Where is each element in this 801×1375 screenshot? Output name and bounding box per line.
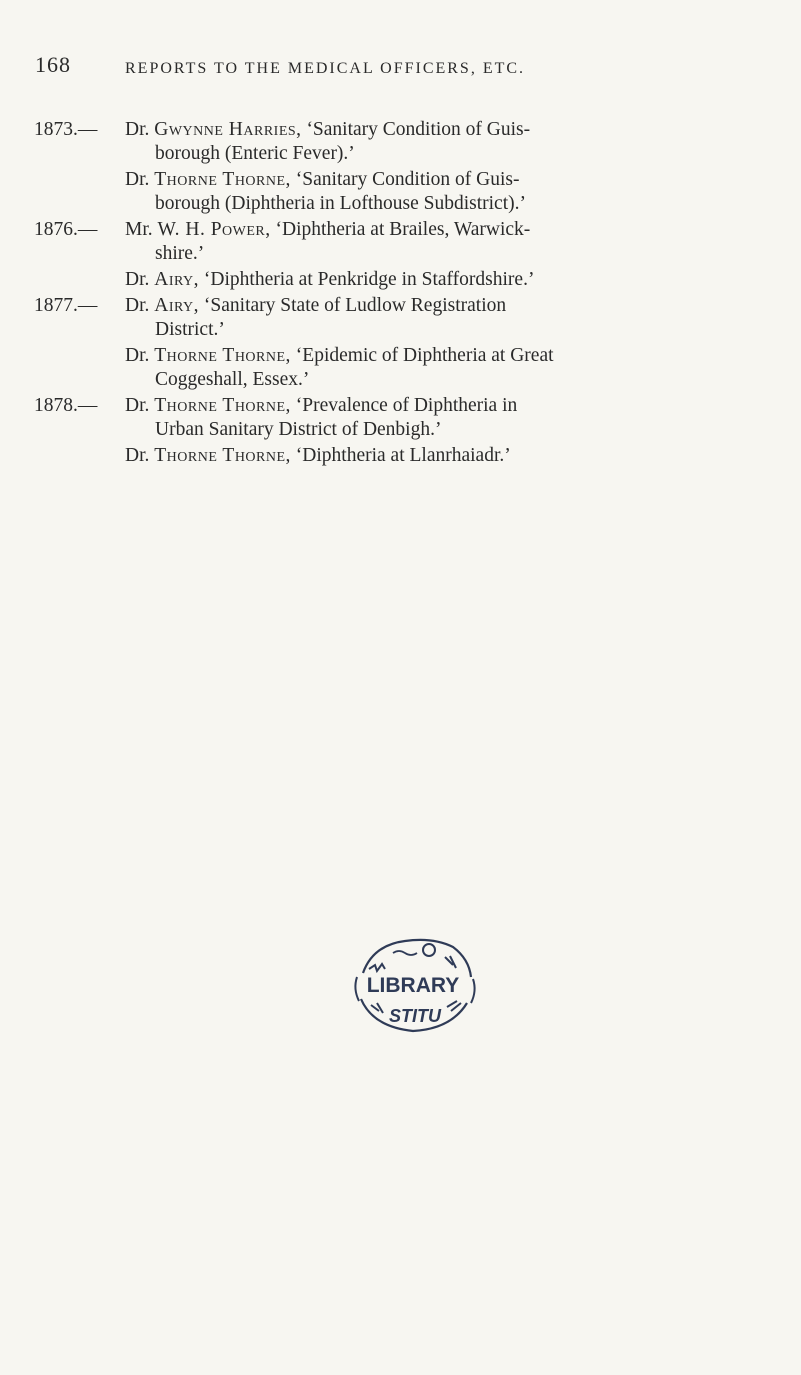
stamp-ornament-icon: [371, 1003, 383, 1013]
report-title-line: borough (Enteric Fever).’: [155, 143, 355, 164]
report-entry: [0, 218, 765, 266]
stamp-upper-arc: [363, 940, 471, 977]
author-name: W. H. Power,: [157, 219, 271, 240]
stamp-label: LIBRARY: [366, 974, 460, 997]
report-title-line: borough (Diphtheria in Lofthouse Subdistrict).’: [155, 193, 526, 214]
report-entry: [0, 294, 765, 342]
author-prefix: Dr.: [125, 169, 150, 190]
report-title-line: ‘Diphtheria at Brailes, Warwick-: [275, 219, 531, 240]
author-name: Thorne Thorne,: [154, 395, 291, 416]
report-title-line: ‘Diphtheria at Llanrhaiadr.’: [295, 445, 511, 466]
stamp-left-edge: [355, 977, 359, 1001]
report-entry: [0, 118, 765, 166]
author-name: Airy,: [154, 295, 200, 316]
report-title-line: ‘Diphtheria at Penkridge in Staffordshire.’: [203, 269, 535, 290]
entry-year: 1877.—: [34, 295, 98, 316]
report-title-line: ‘Sanitary State of Ludlow Registration: [203, 295, 507, 316]
report-entry: [0, 168, 765, 216]
entry-first-line: [125, 294, 765, 318]
library-stamp: [343, 933, 483, 1038]
author-prefix: Dr.: [125, 119, 150, 140]
stamp-ornament-icon: [423, 944, 435, 956]
report-title-line: ‘Sanitary Condition of Guis-: [306, 119, 531, 140]
author-name: Thorne Thorne,: [154, 345, 291, 366]
report-title-line: shire.’: [155, 243, 205, 264]
author-name: Airy,: [154, 269, 200, 290]
entry-first-line: [125, 268, 765, 292]
library-stamp-graphic: [343, 933, 483, 1038]
stamp-ornament-icon: [445, 956, 456, 968]
stamp-bottom-text: STITU: [389, 1006, 441, 1026]
page-number: 168: [35, 52, 71, 77]
entry-first-line: [125, 394, 765, 418]
report-title-line: ‘Prevalence of Diphtheria in: [295, 395, 518, 416]
stamp-ornament-icon: [393, 951, 417, 955]
author-prefix: Dr.: [125, 345, 150, 366]
entry-year: 1878.—: [34, 395, 98, 416]
author-prefix: Dr.: [125, 295, 150, 316]
report-title-line: ‘Epidemic of Diphtheria at Great: [295, 345, 554, 366]
author-name: Gwynne Harries,: [154, 119, 302, 140]
entry-year: 1873.—: [34, 119, 98, 140]
author-prefix: Dr.: [125, 395, 150, 416]
report-entry: [0, 344, 765, 392]
author-prefix: Dr.: [125, 269, 150, 290]
report-entry: [0, 444, 765, 468]
entry-first-line: [125, 444, 765, 468]
author-name: Thorne Thorne,: [154, 169, 291, 190]
stamp-right-edge: [471, 979, 475, 1003]
entry-first-line: [125, 118, 765, 142]
report-title-line: Urban Sanitary District of Denbigh.’: [155, 419, 442, 440]
author-name: Thorne Thorne,: [154, 445, 291, 466]
report-list: [0, 118, 801, 470]
entry-first-line: [125, 218, 765, 242]
stamp-ornament-icon: [447, 1001, 461, 1011]
entry-first-line: [125, 344, 765, 368]
running-head: REPORTS TO THE MEDICAL OFFICERS, ETC.: [125, 60, 526, 77]
report-title-line: Coggeshall, Essex.’: [155, 369, 310, 390]
author-prefix: Mr.: [125, 219, 153, 240]
report-entry: [0, 394, 765, 442]
report-title-line: ‘Sanitary Condition of Guis-: [295, 169, 520, 190]
entry-first-line: [125, 168, 765, 192]
stamp-ornament-icon: [369, 964, 385, 971]
report-entry: [0, 268, 765, 292]
author-prefix: Dr.: [125, 445, 150, 466]
report-title-line: District.’: [155, 319, 225, 340]
entry-year: 1876.—: [34, 219, 98, 240]
